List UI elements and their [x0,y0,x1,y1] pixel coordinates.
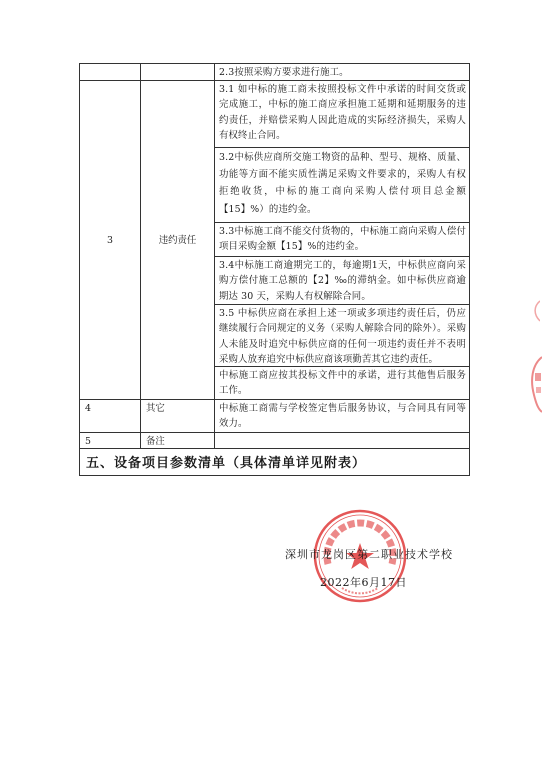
table-row-other [80,400,470,433]
clause-3-2: 3.2中标供应商所交施工物资的品种、型号、规格、质量、功能等方面不能实质性满足采购文件要求的，采购人有权拒绝收货，中标的施工商向采购人偿付项目总金额【15】%）的违约金。 [215,148,470,223]
breach-clause-stack [215,81,470,400]
row-number-cell: 4 [80,400,141,433]
edge-seal-fragment [530,300,540,322]
contract-table [79,63,470,476]
clause-3-3: 3.3中标施工商不能交付货物的，中标施工商向采购人偿付项目采购金额【15】%的违约金。 [215,223,470,257]
row-item-cell: 其它 [141,400,215,433]
clause-3-1: 3.1 如中标的施工商未按照投标文件中承诺的时间交货或完成施工，中标的施工商应承担施工延期和延期服务的违约责任，并赔偿采购人因此造成的实际经济损失，采购人有权终止合同。 [215,81,470,148]
signature-date: 2022年6月17日 [320,576,407,589]
row-item-cell: 违约责任 [141,81,215,400]
signature-organization: 深圳市龙岗区第二职业技术学校 [285,548,453,561]
row-content-cell: 中标施工商需与学校签定售后服务协议，与合同具有同等效力。 [215,400,470,433]
edge-seal-fragment [528,355,542,413]
clause-3-5: 3.5 中标供应商在承担上述一项或多项违约责任后，仍应继续履行合同规定的义务（采购人解除合同的除外）。采购人未能及时追究中标供应商的任何一项违约责任并不表明采购人放弃追究中标供应商该项勤苦其它违约责任。 [215,305,470,367]
clause-after-sales: 中标施工商应按其投标文件中的承诺，进行其他售后服务工作。 [215,367,470,400]
row-number-cell [80,64,141,81]
table-row [80,64,470,81]
row-content-cell: 2.3按照采购方要求进行施工。 [215,64,470,81]
table-row-remark [80,433,470,449]
row-item-cell: 备注 [141,433,215,449]
row-item-cell [141,64,215,81]
table-row-breach [80,81,470,400]
clause-3-4: 3.4中标施工商逾期完工的，每逾期1天，中标供应商向采购方偿付施工总额的【2】‰的滞纳金。如中标供应商逾期达 30 天，采购人有权解除合同。 [215,257,470,305]
row-number-cell: 3 [80,81,141,400]
section-title: 五、设备项目参数清单（具体清单详见附表） [80,449,470,476]
row-number-cell: 5 [80,433,141,449]
row-content-cell [215,433,470,449]
